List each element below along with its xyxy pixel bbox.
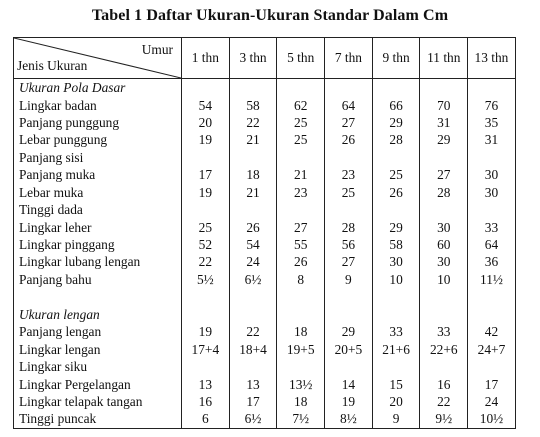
- table-row: [14, 393, 516, 410]
- table-row: [14, 410, 516, 428]
- value-cell: [372, 79, 420, 97]
- value-cell: 20+5: [325, 341, 373, 358]
- value-cell: [277, 306, 325, 323]
- table-row: [14, 201, 516, 218]
- value-cell: 27: [325, 114, 373, 131]
- row-label: Panjang sisi: [14, 149, 182, 166]
- value-cell: 30: [468, 184, 516, 201]
- value-cell: 21: [229, 131, 277, 148]
- header-umur: Umur: [141, 42, 173, 57]
- value-cell: 26: [325, 131, 373, 148]
- value-cell: [277, 201, 325, 218]
- header-row: [14, 38, 516, 79]
- value-cell: 21: [277, 166, 325, 183]
- column-header: 11 thn: [420, 38, 468, 79]
- value-cell: [468, 201, 516, 218]
- value-cell: 64: [468, 236, 516, 253]
- value-cell: 22+6: [420, 341, 468, 358]
- value-cell: 56: [325, 236, 373, 253]
- value-cell: 31: [420, 114, 468, 131]
- value-cell: [420, 358, 468, 375]
- value-cell: [325, 149, 373, 166]
- column-header: 1 thn: [182, 38, 230, 79]
- value-cell: 10½: [468, 410, 516, 428]
- value-cell: [277, 358, 325, 375]
- value-cell: 30: [420, 219, 468, 236]
- row-label: Lingkar lubang lengan: [14, 253, 182, 270]
- value-cell: [182, 79, 230, 97]
- table-row: [14, 131, 516, 148]
- value-cell: 5½: [182, 271, 230, 288]
- value-cell: 42: [468, 323, 516, 340]
- table-row: [14, 271, 516, 288]
- row-label: Lingkar siku: [14, 358, 182, 375]
- value-cell: 58: [372, 236, 420, 253]
- value-cell: 20: [372, 393, 420, 410]
- table-row: [14, 358, 516, 375]
- table-row: [14, 219, 516, 236]
- value-cell: 10: [372, 271, 420, 288]
- value-cell: [229, 306, 277, 323]
- value-cell: 33: [420, 323, 468, 340]
- value-cell: 18+4: [229, 341, 277, 358]
- value-cell: [420, 79, 468, 97]
- column-header: 9 thn: [372, 38, 420, 79]
- value-cell: [182, 149, 230, 166]
- value-cell: [468, 288, 516, 305]
- value-cell: [229, 79, 277, 97]
- value-cell: 17: [229, 393, 277, 410]
- value-cell: 33: [468, 219, 516, 236]
- value-cell: 76: [468, 97, 516, 114]
- value-cell: [325, 201, 373, 218]
- value-cell: [420, 149, 468, 166]
- row-label: Lingkar pinggang: [14, 236, 182, 253]
- value-cell: [372, 358, 420, 375]
- value-cell: 28: [325, 219, 373, 236]
- value-cell: 18: [277, 323, 325, 340]
- column-header: 13 thn: [468, 38, 516, 79]
- value-cell: 66: [372, 97, 420, 114]
- value-cell: [229, 358, 277, 375]
- table-row: [14, 253, 516, 270]
- value-cell: 30: [372, 253, 420, 270]
- row-label: [14, 288, 182, 305]
- section-row: [14, 306, 516, 323]
- row-label: Lingkar Pergelangan: [14, 375, 182, 392]
- value-cell: 17: [468, 375, 516, 392]
- value-cell: [372, 149, 420, 166]
- value-cell: 29: [325, 323, 373, 340]
- value-cell: 25: [325, 184, 373, 201]
- row-label: Panjang muka: [14, 166, 182, 183]
- value-cell: 17+4: [182, 341, 230, 358]
- column-header: 3 thn: [229, 38, 277, 79]
- value-cell: 7½: [277, 410, 325, 428]
- value-cell: [277, 288, 325, 305]
- value-cell: 22: [182, 253, 230, 270]
- value-cell: 23: [325, 166, 373, 183]
- value-cell: 16: [420, 375, 468, 392]
- value-cell: 9: [372, 410, 420, 428]
- value-cell: 31: [468, 131, 516, 148]
- table-row: [14, 341, 516, 358]
- value-cell: 28: [372, 131, 420, 148]
- table-row: [14, 166, 516, 183]
- row-label: Lingkar telapak tangan: [14, 393, 182, 410]
- value-cell: 17: [182, 166, 230, 183]
- value-cell: 29: [420, 131, 468, 148]
- value-cell: 15: [372, 375, 420, 392]
- value-cell: [182, 201, 230, 218]
- value-cell: [372, 306, 420, 323]
- value-cell: 52: [182, 236, 230, 253]
- row-label: Panjang lengan: [14, 323, 182, 340]
- value-cell: 35: [468, 114, 516, 131]
- value-cell: 6½: [229, 410, 277, 428]
- row-label: Tinggi dada: [14, 201, 182, 218]
- value-cell: 30: [420, 253, 468, 270]
- value-cell: 8: [277, 271, 325, 288]
- value-cell: [325, 79, 373, 97]
- value-cell: [182, 288, 230, 305]
- value-cell: 13: [229, 375, 277, 392]
- value-cell: 30: [468, 166, 516, 183]
- value-cell: 13½: [277, 375, 325, 392]
- value-cell: 19: [182, 131, 230, 148]
- value-cell: [468, 358, 516, 375]
- value-cell: 19+5: [277, 341, 325, 358]
- value-cell: 8½: [325, 410, 373, 428]
- value-cell: 36: [468, 253, 516, 270]
- value-cell: 25: [277, 114, 325, 131]
- value-cell: 25: [182, 219, 230, 236]
- value-cell: 25: [277, 131, 325, 148]
- size-table: [13, 37, 516, 429]
- value-cell: 64: [325, 97, 373, 114]
- value-cell: 33: [372, 323, 420, 340]
- value-cell: 29: [372, 219, 420, 236]
- value-cell: [229, 201, 277, 218]
- value-cell: 24+7: [468, 341, 516, 358]
- table-title: Tabel 1 Daftar Ukuran-Ukuran Standar Dalam Cm: [91, 7, 449, 24]
- value-cell: 27: [277, 219, 325, 236]
- row-label: Lingkar lengan: [14, 341, 182, 358]
- value-cell: 26: [229, 219, 277, 236]
- value-cell: 11½: [468, 271, 516, 288]
- value-cell: [182, 358, 230, 375]
- header-jenis-ukuran: Jenis Ukuran: [17, 57, 88, 73]
- value-cell: 18: [229, 166, 277, 183]
- value-cell: [468, 79, 516, 97]
- table-body: [14, 79, 516, 429]
- value-cell: [229, 288, 277, 305]
- value-cell: [372, 288, 420, 305]
- column-header: 7 thn: [325, 38, 373, 79]
- value-cell: 27: [325, 253, 373, 270]
- value-cell: [420, 288, 468, 305]
- row-label: Panjang punggung: [14, 114, 182, 131]
- section-label: Ukuran Pola Dasar: [14, 79, 182, 97]
- table-row: [14, 323, 516, 340]
- value-cell: 70: [420, 97, 468, 114]
- row-label: Lebar punggung: [14, 131, 182, 148]
- value-cell: 27: [420, 166, 468, 183]
- value-cell: [420, 201, 468, 218]
- value-cell: 21+6: [372, 341, 420, 358]
- value-cell: [468, 306, 516, 323]
- row-label: Lingkar badan: [14, 97, 182, 114]
- value-cell: 9½: [420, 410, 468, 428]
- value-cell: [229, 149, 277, 166]
- value-cell: 26: [277, 253, 325, 270]
- header-corner-cell: [14, 38, 182, 79]
- value-cell: 25: [372, 166, 420, 183]
- value-cell: 26: [372, 184, 420, 201]
- value-cell: 62: [277, 97, 325, 114]
- value-cell: 54: [182, 97, 230, 114]
- value-cell: [325, 358, 373, 375]
- row-label: Lingkar leher: [14, 219, 182, 236]
- value-cell: 22: [229, 323, 277, 340]
- value-cell: 23: [277, 184, 325, 201]
- row-label: Panjang bahu: [14, 271, 182, 288]
- table-row: [14, 114, 516, 131]
- value-cell: 19: [182, 323, 230, 340]
- value-cell: [468, 149, 516, 166]
- value-cell: 19: [182, 184, 230, 201]
- value-cell: 6: [182, 410, 230, 428]
- value-cell: 6½: [229, 271, 277, 288]
- value-cell: 16: [182, 393, 230, 410]
- table-row: [14, 97, 516, 114]
- value-cell: [372, 201, 420, 218]
- value-cell: 9: [325, 271, 373, 288]
- value-cell: 28: [420, 184, 468, 201]
- table-row: [14, 184, 516, 201]
- value-cell: 22: [229, 114, 277, 131]
- table-row: [14, 149, 516, 166]
- value-cell: 24: [468, 393, 516, 410]
- value-cell: 55: [277, 236, 325, 253]
- value-cell: 13: [182, 375, 230, 392]
- value-cell: [182, 306, 230, 323]
- value-cell: [420, 306, 468, 323]
- value-cell: 24: [229, 253, 277, 270]
- row-label: Lebar muka: [14, 184, 182, 201]
- value-cell: 14: [325, 375, 373, 392]
- value-cell: 60: [420, 236, 468, 253]
- value-cell: 22: [420, 393, 468, 410]
- table-row: [14, 375, 516, 392]
- value-cell: 18: [277, 393, 325, 410]
- value-cell: [277, 149, 325, 166]
- value-cell: 19: [325, 393, 373, 410]
- table-row: [14, 288, 516, 305]
- value-cell: [325, 288, 373, 305]
- value-cell: 54: [229, 236, 277, 253]
- value-cell: 10: [420, 271, 468, 288]
- value-cell: 29: [372, 114, 420, 131]
- section-label: Ukuran lengan: [14, 306, 182, 323]
- value-cell: [325, 306, 373, 323]
- table-row: [14, 236, 516, 253]
- section-row: [14, 79, 516, 97]
- column-header: 5 thn: [277, 38, 325, 79]
- row-label: Tinggi puncak: [14, 410, 182, 428]
- value-cell: 20: [182, 114, 230, 131]
- value-cell: [277, 79, 325, 97]
- value-cell: 58: [229, 97, 277, 114]
- value-cell: 21: [229, 184, 277, 201]
